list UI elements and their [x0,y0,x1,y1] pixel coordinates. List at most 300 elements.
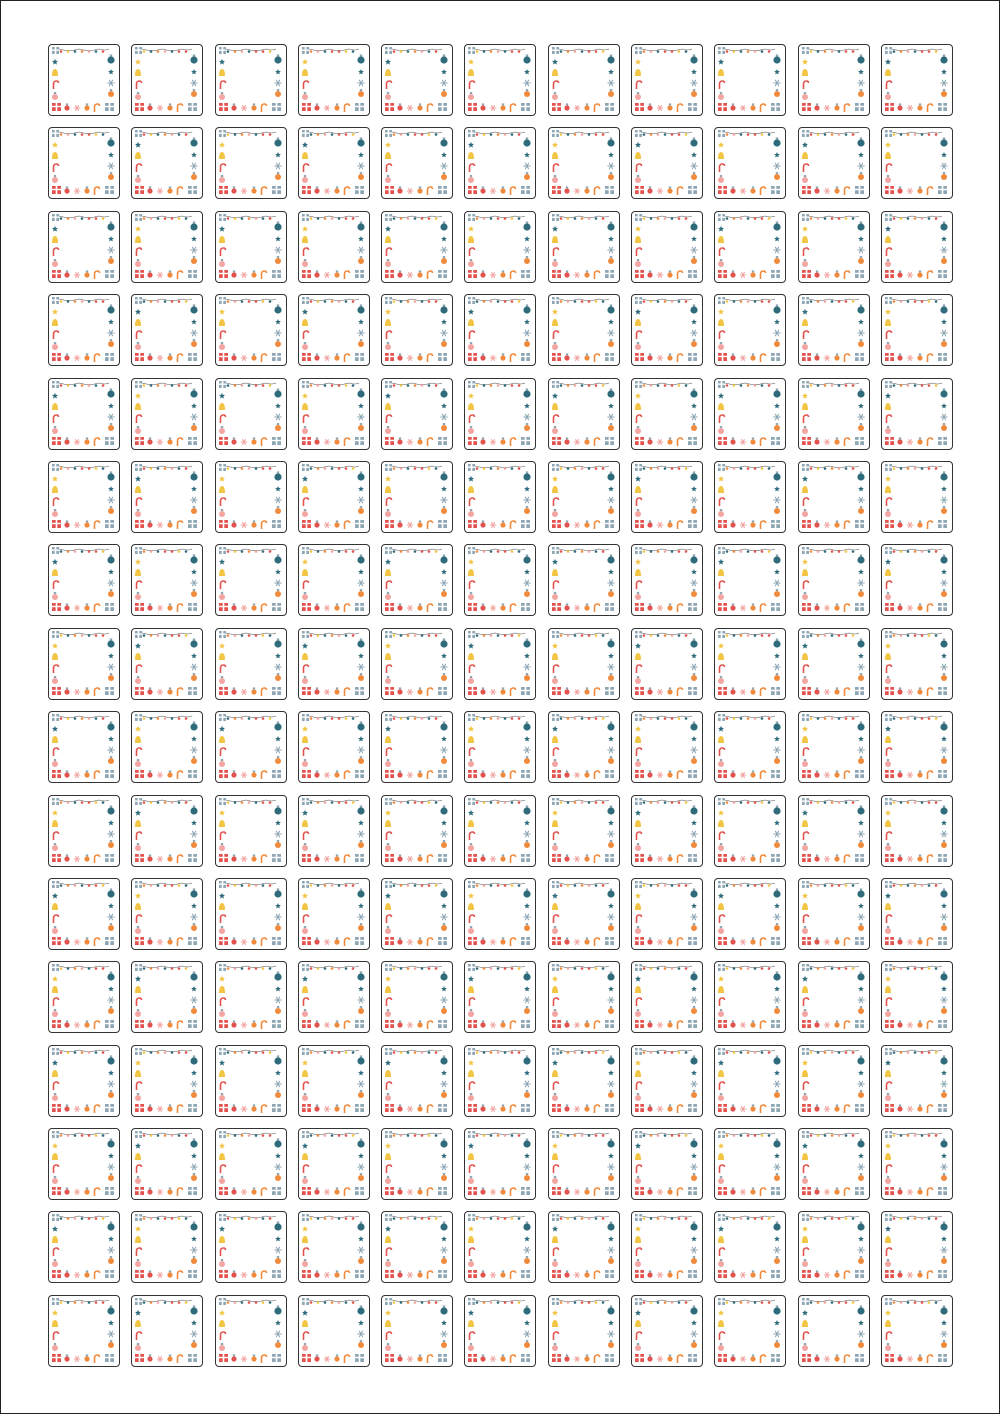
star-icon [358,986,364,991]
bauble-icon [524,172,530,180]
blank-label[interactable] [48,1045,120,1117]
snowflake-icon [741,1356,747,1361]
blank-label[interactable] [631,1211,703,1283]
snowflake-icon [524,831,530,837]
blank-label[interactable] [548,795,620,867]
blank-label[interactable] [798,711,870,783]
candy-icon [95,1355,100,1363]
bauble-icon [751,1104,756,1111]
star-icon [691,736,697,741]
gift-box-icon [552,1214,559,1221]
blank-label[interactable] [131,878,203,950]
bauble-icon [468,759,474,767]
blank-label[interactable] [298,961,370,1033]
blank-label[interactable] [714,961,786,1033]
blank-label[interactable] [381,1211,453,1283]
blank-label[interactable] [631,628,703,700]
blank-label[interactable] [464,378,536,450]
blank-label[interactable] [131,461,203,533]
blank-label[interactable] [131,795,203,867]
blank-label[interactable] [381,544,453,616]
blank-label[interactable] [215,1211,287,1283]
star-icon [774,569,780,574]
blank-label[interactable] [798,544,870,616]
blank-label[interactable] [381,44,453,116]
bauble-icon [107,305,114,314]
blank-label[interactable] [798,628,870,700]
blank-label[interactable] [215,294,287,366]
gift-box-icon [605,770,614,778]
blank-label[interactable] [798,1045,870,1117]
blank-label[interactable] [298,795,370,867]
blank-label[interactable] [631,127,703,199]
blank-label[interactable] [714,1045,786,1117]
bauble-icon [191,1090,197,1098]
blank-label[interactable] [48,461,120,533]
blank-label[interactable] [381,961,453,1033]
snowflake-icon [941,664,947,670]
blank-label[interactable] [48,628,120,700]
blank-label[interactable] [131,1295,203,1367]
blank-label[interactable] [381,294,453,366]
blank-label[interactable] [714,294,786,366]
gift-box-icon [188,1354,197,1362]
candy-icon [261,354,266,362]
blank-label[interactable] [881,1045,953,1117]
blank-label[interactable] [48,1128,120,1200]
candy-icon [220,748,225,756]
star-icon [941,1153,947,1158]
blank-label[interactable] [881,127,953,199]
blank-label[interactable] [881,378,953,450]
gift-box-icon [468,1048,475,1055]
bauble-icon [647,1104,652,1111]
blank-label[interactable] [631,1295,703,1367]
blank-label[interactable] [464,628,536,700]
blank-label[interactable] [548,294,620,366]
blank-label[interactable] [48,878,120,950]
bauble-icon [107,888,114,897]
blank-label[interactable] [298,461,370,533]
blank-label[interactable] [48,127,120,199]
blank-label[interactable] [131,1211,203,1283]
candy-icon [844,771,849,779]
blank-label[interactable] [714,711,786,783]
string-lights-icon [59,1216,109,1220]
bell-icon [385,152,391,159]
blank-label[interactable] [798,878,870,950]
blank-label[interactable] [464,44,536,116]
blank-label[interactable] [48,44,120,116]
snowflake-icon [524,164,530,170]
blank-label[interactable] [548,1045,620,1117]
bauble-icon [219,1093,225,1101]
candy-icon [261,855,266,863]
gift-box-icon [718,214,725,221]
blank-label[interactable] [464,795,536,867]
blank-label[interactable] [215,1295,287,1367]
blank-label[interactable] [548,711,620,783]
christmas-frame [882,1129,951,1198]
bell-icon [385,1153,391,1160]
star-icon [802,893,808,899]
bauble-icon [231,1104,236,1111]
blank-label[interactable] [215,795,287,867]
blank-label[interactable] [131,711,203,783]
blank-label[interactable] [381,378,453,450]
blank-label[interactable] [48,795,120,867]
candy-icon [886,748,891,756]
blank-label[interactable] [464,461,536,533]
star-icon [635,392,641,398]
blank-label[interactable] [798,127,870,199]
blank-label[interactable] [215,44,287,116]
blank-label[interactable] [464,294,536,366]
gift-box-icon [355,1020,364,1028]
blank-label[interactable] [131,1045,203,1117]
snowflake-icon [574,189,580,194]
blank-label[interactable] [48,544,120,616]
snowflake-icon [324,1023,330,1028]
blank-label[interactable] [548,44,620,116]
bauble-icon [751,103,756,110]
star-icon [718,226,724,232]
blank-label[interactable] [215,628,287,700]
blank-label[interactable] [298,127,370,199]
christmas-frame [132,128,201,197]
snowflake-icon [274,80,280,86]
candy-icon [387,1248,392,1256]
gift-box-icon [385,270,394,278]
star-icon [191,1320,197,1325]
blank-label[interactable] [131,544,203,616]
bauble-icon [468,259,474,267]
blank-label[interactable] [298,711,370,783]
bell-icon [468,1236,474,1243]
bauble-icon [191,722,198,731]
blank-label[interactable] [298,1295,370,1367]
blank-label[interactable] [548,628,620,700]
blank-label[interactable] [881,1128,953,1200]
bauble-icon [357,722,364,731]
gift-box-icon [272,186,281,194]
blank-label[interactable] [381,1045,453,1117]
bauble-icon [251,1021,256,1028]
bauble-icon [751,270,756,277]
candy-icon [844,354,849,362]
blank-label[interactable] [881,711,953,783]
blank-label[interactable] [631,44,703,116]
blank-label[interactable] [881,44,953,116]
bauble-icon [108,589,114,597]
blank-label[interactable] [464,1211,536,1283]
snowflake-icon [691,581,697,587]
blank-label[interactable] [881,795,953,867]
candy-icon [95,938,100,946]
bauble-icon [802,759,808,767]
candy-icon [387,498,392,506]
blank-label[interactable] [548,1295,620,1367]
candy-icon [720,915,725,923]
blank-label[interactable] [631,294,703,366]
bauble-icon [857,638,864,647]
bell-icon [552,319,558,326]
blank-label[interactable] [298,1128,370,1200]
blank-label[interactable] [798,795,870,867]
blank-label[interactable] [714,1211,786,1283]
blank-label[interactable] [464,1295,536,1367]
star-icon [774,1236,780,1241]
candy-icon [886,915,891,923]
christmas-frame [382,962,451,1031]
blank-label[interactable] [881,878,953,950]
bauble-icon [84,270,89,277]
blank-label[interactable] [381,628,453,700]
blank-label[interactable] [714,544,786,616]
bauble-icon [64,771,69,778]
star-icon [525,1153,531,1158]
blank-label[interactable] [798,44,870,116]
blank-label[interactable] [881,1295,953,1367]
snowflake-icon [691,664,697,670]
string-lights-icon [475,1300,525,1304]
bauble-icon [191,1305,198,1314]
blank-label[interactable] [298,544,370,616]
snowflake-icon [358,747,364,753]
blank-label[interactable] [714,1128,786,1200]
star-icon [774,236,780,241]
blank-label[interactable] [381,878,453,950]
gift-box-icon [635,437,644,445]
blank-label[interactable] [631,1128,703,1200]
gift-box-icon [688,1187,697,1195]
snowflake-icon [491,356,497,361]
blank-label[interactable] [464,711,536,783]
blank-label[interactable] [464,961,536,1033]
blank-label[interactable] [298,628,370,700]
blank-label[interactable] [131,378,203,450]
blank-label[interactable] [631,711,703,783]
bauble-icon [941,1090,947,1098]
blank-label[interactable] [48,211,120,283]
blank-label[interactable] [298,294,370,366]
snowflake-icon [524,1248,530,1254]
bell-icon [635,69,641,76]
bauble-icon [191,221,198,230]
star-icon [525,736,531,741]
blank-label[interactable] [714,878,786,950]
blank-label[interactable] [215,961,287,1033]
bauble-icon [501,187,506,194]
blank-label[interactable] [215,378,287,450]
blank-label[interactable] [631,211,703,283]
blank-label[interactable] [215,878,287,950]
snowflake-icon [574,606,580,611]
blank-label[interactable] [131,211,203,283]
blank-label[interactable] [215,711,287,783]
gift-box-icon [135,1048,142,1055]
bauble-icon [107,1305,114,1314]
blank-label[interactable] [548,378,620,450]
blank-label[interactable] [714,127,786,199]
blank-label[interactable] [881,544,953,616]
christmas-frame [799,1296,868,1365]
blank-label[interactable] [631,878,703,950]
blank-label[interactable] [548,461,620,533]
blank-label[interactable] [298,211,370,283]
blank-label[interactable] [131,961,203,1033]
blank-label[interactable] [298,878,370,950]
gift-box-icon [468,1131,475,1138]
blank-label[interactable] [631,961,703,1033]
blank-label[interactable] [215,127,287,199]
blank-label[interactable] [215,461,287,533]
christmas-frame [216,1212,285,1281]
blank-label[interactable] [548,1211,620,1283]
gift-box-icon [938,1104,947,1112]
blank-label[interactable] [48,1295,120,1367]
gift-box-icon [135,798,142,805]
blank-label[interactable] [798,211,870,283]
blank-label[interactable] [215,211,287,283]
blank-label[interactable] [381,127,453,199]
blank-label[interactable] [464,544,536,616]
bell-icon [385,1320,391,1327]
bauble-icon [358,1256,364,1264]
blank-label[interactable] [464,127,536,199]
bauble-icon [691,1340,697,1348]
blank-label[interactable] [548,961,620,1033]
blank-label[interactable] [881,461,953,533]
blank-label[interactable] [131,44,203,116]
bauble-icon [718,1009,724,1017]
blank-label[interactable] [48,961,120,1033]
blank-label[interactable] [48,1211,120,1283]
gift-box-icon [688,1104,697,1112]
blank-label[interactable] [298,44,370,116]
blank-label[interactable] [881,211,953,283]
string-lights-icon [142,49,192,53]
bauble-icon [501,854,506,861]
blank-label[interactable] [215,544,287,616]
blank-label[interactable] [548,878,620,950]
blank-label[interactable] [548,127,620,199]
star-icon [525,1236,531,1241]
blank-label[interactable] [381,211,453,283]
bauble-icon [108,756,114,764]
blank-label[interactable] [464,878,536,950]
snowflake-icon [324,1273,330,1278]
bauble-icon [718,592,724,600]
snowflake-icon [108,664,114,670]
gift-box-icon [688,1020,697,1028]
blank-label[interactable] [714,1295,786,1367]
blank-label[interactable] [714,628,786,700]
blank-label[interactable] [798,1295,870,1367]
gift-box-icon [635,214,642,221]
blank-label[interactable] [881,961,953,1033]
blank-label[interactable] [131,628,203,700]
string-lights-icon [392,299,442,303]
blank-label[interactable] [298,1211,370,1283]
blank-label[interactable] [381,1295,453,1367]
snowflake-icon [741,189,747,194]
blank-label[interactable] [464,211,536,283]
blank-label[interactable] [798,378,870,450]
blank-label[interactable] [48,711,120,783]
blank-label[interactable] [631,1045,703,1117]
snowflake-icon [407,606,413,611]
blank-label[interactable] [381,1128,453,1200]
gift-box-icon [272,1270,281,1278]
blank-label[interactable] [464,1045,536,1117]
bauble-icon [774,1090,780,1098]
blank-label[interactable] [48,294,120,366]
blank-label[interactable] [298,1045,370,1117]
snowflake-icon [324,189,330,194]
blank-label[interactable] [798,1128,870,1200]
blank-label[interactable] [215,1128,287,1200]
bauble-icon [314,1187,319,1194]
star-icon [468,1310,474,1316]
blank-label[interactable] [381,711,453,783]
blank-label[interactable] [298,378,370,450]
gift-box-icon [718,1354,727,1362]
blank-label[interactable] [631,795,703,867]
blank-label[interactable] [464,1128,536,1200]
blank-label[interactable] [381,795,453,867]
blank-label[interactable] [881,294,953,366]
bauble-icon [481,1104,486,1111]
blank-label[interactable] [881,628,953,700]
blank-label[interactable] [714,378,786,450]
snowflake-icon [441,664,447,670]
blank-label[interactable] [798,294,870,366]
blank-label[interactable] [631,461,703,533]
blank-label[interactable] [714,44,786,116]
blank-label[interactable] [548,544,620,616]
gift-box-icon [219,1354,228,1362]
blank-label[interactable] [714,211,786,283]
blank-label[interactable] [215,1045,287,1117]
blank-label[interactable] [131,1128,203,1200]
blank-label[interactable] [631,544,703,616]
blank-label[interactable] [798,1211,870,1283]
gift-box-icon [219,687,228,695]
blank-label[interactable] [548,211,620,283]
blank-label[interactable] [631,378,703,450]
blank-label[interactable] [131,127,203,199]
blank-label[interactable] [798,461,870,533]
snowflake-icon [941,247,947,253]
gift-box-icon [605,103,614,111]
blank-label[interactable] [881,1211,953,1283]
star-icon [275,1153,281,1158]
gift-box-icon [552,437,561,445]
bauble-icon [108,256,114,264]
blank-label[interactable] [714,461,786,533]
blank-label[interactable] [798,961,870,1033]
blank-label[interactable] [714,795,786,867]
star-icon [441,569,447,574]
gift-box-icon [635,464,642,471]
blank-label[interactable] [381,461,453,533]
gift-box-icon [135,770,144,778]
blank-label[interactable] [48,378,120,450]
blank-label[interactable] [548,1128,620,1200]
bauble-icon [385,259,391,267]
blank-label[interactable] [131,294,203,366]
